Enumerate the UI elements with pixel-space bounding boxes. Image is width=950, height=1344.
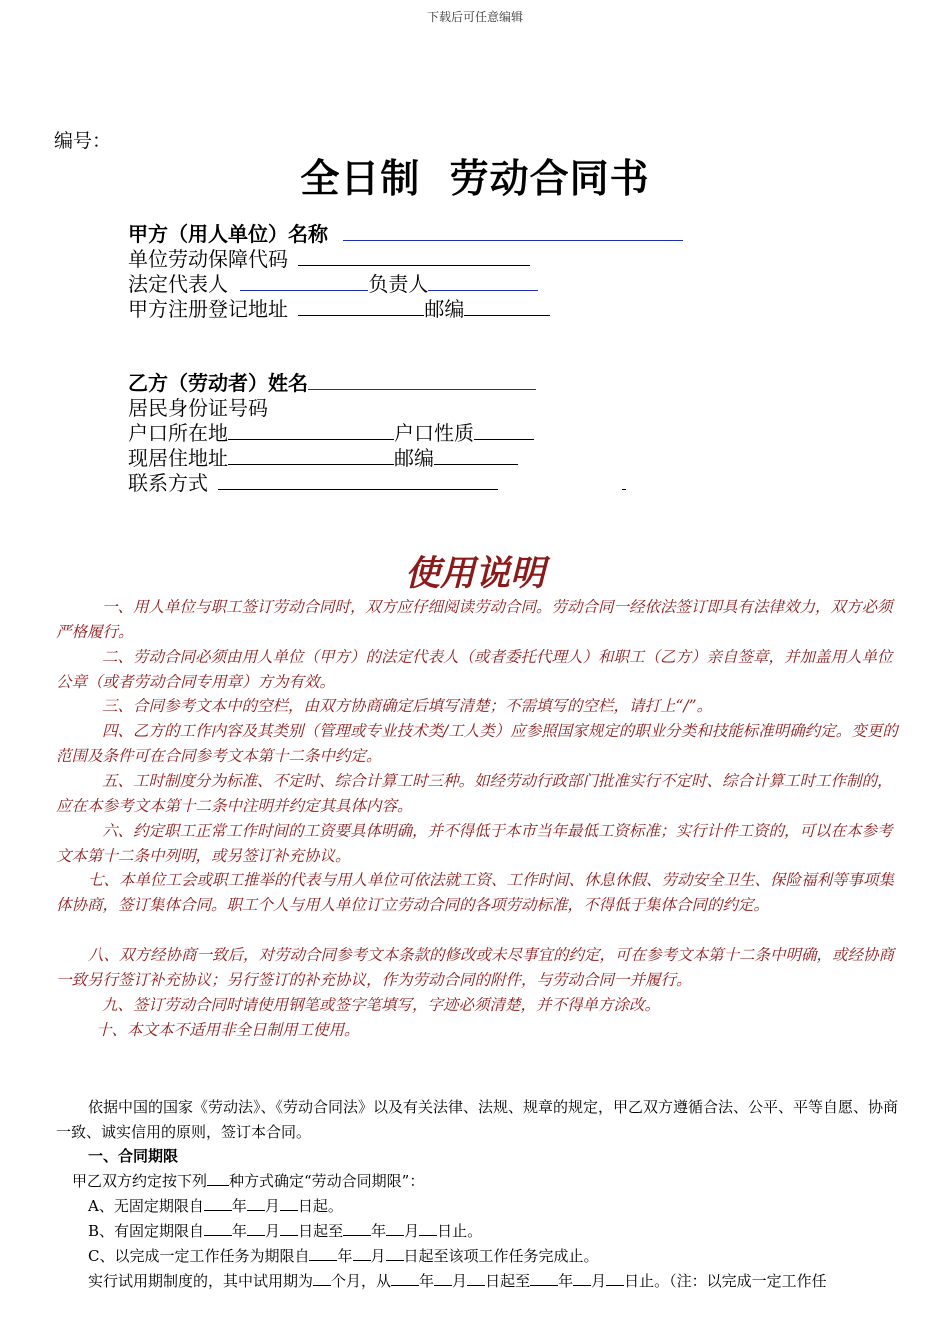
- blank-month[interactable]: [434, 1271, 452, 1286]
- month-text: 月: [452, 1272, 468, 1290]
- party-b-address-label: 现居住地址: [128, 446, 228, 470]
- month-text: 月: [370, 1247, 386, 1265]
- option-c-line: [88, 1244, 599, 1269]
- party-a-rep-label: 法定代表人: [128, 272, 228, 296]
- document-title: 全日制 劳动合同书: [300, 157, 650, 202]
- blank-day[interactable]: [606, 1271, 624, 1286]
- blank-day[interactable]: [419, 1221, 437, 1236]
- party-a-name-field[interactable]: [343, 222, 683, 241]
- party-a-address-label: 甲方注册登记地址: [128, 297, 288, 321]
- month-text: 月: [265, 1222, 281, 1240]
- party-a-address-field[interactable]: [298, 297, 424, 316]
- blank-months[interactable]: [313, 1271, 331, 1286]
- probation-line: [88, 1269, 827, 1294]
- stray-mark: [622, 489, 626, 490]
- party-a-code-field[interactable]: [298, 247, 530, 266]
- option-b-label: B、有固定期限自: [88, 1222, 205, 1240]
- probation-text-2: 个月，从: [331, 1272, 392, 1290]
- day-end-text: 日止。: [437, 1222, 483, 1240]
- instruction-item: 十、本文本不适用非全日制用工使用。: [96, 1021, 360, 1039]
- instruction-item: 五、工时制度分为标准、不定时、综合计算工时三种。如经劳动行政部门批准实行不定时、综合计算工时工作制的，应在本参考文本第十二条中注明并约定其具体内容。: [56, 772, 893, 815]
- year-text: 年: [337, 1247, 353, 1265]
- party-a-charge-field[interactable]: [428, 272, 538, 291]
- instruction-item: 三、合同参考文本中的空栏，由双方协商确定后填写清楚；不需填写的空栏，请打上“/”。: [102, 697, 713, 715]
- blank-year[interactable]: [391, 1271, 419, 1286]
- instructions-title: 使用说明: [404, 553, 545, 594]
- blank-month[interactable]: [247, 1221, 265, 1236]
- party-a-charge-label: 负责人: [368, 272, 429, 296]
- party-b-name-row: [128, 371, 536, 395]
- party-b-id-label: 居民身份证号码: [128, 396, 268, 420]
- party-a-code-row: [128, 247, 530, 271]
- option-a-label: A、无固定期限自: [88, 1197, 204, 1215]
- blank-year[interactable]: [343, 1221, 371, 1236]
- party-a-rep-row: [128, 272, 538, 296]
- option-c-end: 日起至该项工作任务完成止。: [403, 1247, 599, 1265]
- blank-month[interactable]: [386, 1221, 404, 1236]
- instruction-item: 六、约定职工正常工作时间的工资要具体明确，并不得低于本市当年最低工资标准；实行计件工资的，可以在本参考文本第十二条中列明，或另签订补充协议。: [56, 822, 893, 865]
- blank-year[interactable]: [204, 1221, 232, 1236]
- month-text: 月: [591, 1272, 607, 1290]
- party-b-hukou-label: 户口所在地: [128, 421, 228, 445]
- party-b-address-field[interactable]: [228, 446, 394, 465]
- party-a-name-row: [128, 222, 683, 246]
- party-b-address-row: [128, 446, 518, 470]
- blank-day[interactable]: [386, 1246, 404, 1261]
- party-b-postcode-label: 邮编: [394, 446, 434, 470]
- party-a-postcode-field[interactable]: [464, 297, 550, 316]
- party-b-name-field[interactable]: [308, 371, 536, 390]
- party-b-name-label: 乙方（劳动者）姓名: [128, 371, 308, 395]
- day-to-text: 日起至: [485, 1272, 531, 1290]
- instruction-item: 九、签订劳动合同时请使用钢笔或签字笔填写，字迹必须清楚，并不得单方涂改。: [102, 996, 661, 1014]
- party-a-name-label: 甲方（用人单位）名称: [128, 222, 328, 246]
- party-b-contact-field[interactable]: [218, 471, 498, 490]
- year-text: 年: [231, 1197, 247, 1215]
- option-b-line: [88, 1219, 482, 1244]
- party-b-hukou-type-field[interactable]: [474, 421, 534, 440]
- party-b-hukou-row: [128, 421, 534, 445]
- term-method-text: 甲乙双方约定按下列: [72, 1172, 208, 1190]
- blank-year[interactable]: [530, 1271, 558, 1286]
- option-c-label: C、以完成一定工作任务为期限自: [88, 1247, 310, 1265]
- blank-month[interactable]: [247, 1196, 265, 1211]
- term-method-blank[interactable]: [207, 1171, 229, 1186]
- blank-month[interactable]: [353, 1246, 371, 1261]
- year-text: 年: [419, 1272, 435, 1290]
- party-b-id-row: [128, 396, 268, 420]
- party-b-hukou-type-label: 户口性质: [394, 421, 474, 445]
- serial-number-label: 编号：: [54, 130, 112, 152]
- section-1-title: 一、合同期限: [88, 1147, 179, 1165]
- day-to-text: 日起至: [298, 1222, 344, 1240]
- instruction-item: 七、本单位工会或职工推举的代表与用人单位可依法就工资、工作时间、休息休假、劳动安全卫生、保险福利等事项集体协商，签订集体合同。职工个人与用人单位订立劳动合同的各项劳动标准，不得低于集体合同的约定。: [56, 871, 895, 914]
- year-text: 年: [558, 1272, 574, 1290]
- blank-year[interactable]: [309, 1246, 337, 1261]
- instruction-item: 八、双方经协商一致后，对劳动合同参考文本条款的修改或未尽事宜的约定，可在参考文本第十二条中明确，或经协商一致另行签订补充协议；另行签订的补充协议，作为劳动合同的附件，与劳动合同一并履行。: [56, 946, 895, 989]
- contract-intro: 依据中国的国家《劳动法》、《劳动合同法》以及有关法律、法规、规章的规定，甲乙双方遵循合法、公平、平等自愿、协商一致、诚实信用的原则，签订本合同。: [56, 1098, 899, 1141]
- month-text: 月: [264, 1197, 280, 1215]
- day-text: 日起。: [297, 1197, 343, 1215]
- blank-day[interactable]: [467, 1271, 485, 1286]
- party-b-contact-row: [128, 471, 498, 495]
- year-text: 年: [232, 1222, 248, 1240]
- header-note: 下载后可任意编辑: [426, 10, 523, 24]
- option-a-line: [88, 1194, 343, 1219]
- blank-year[interactable]: [204, 1196, 232, 1211]
- year-text: 年: [371, 1222, 387, 1240]
- blank-day[interactable]: [280, 1196, 298, 1211]
- blank-day[interactable]: [280, 1221, 298, 1236]
- party-a-rep-field[interactable]: [240, 272, 368, 291]
- term-method-text-end: 种方式确定“劳动合同期限”：: [229, 1172, 425, 1190]
- instruction-item: 二、劳动合同必须由用人单位（甲方）的法定代表人（或者委托代理人）和职工（乙方）亲自签章，并加盖用人单位公章（或者劳动合同专用章）方为有效。: [56, 648, 893, 691]
- probation-end: 日止。（注：以完成一定工作任: [624, 1272, 827, 1290]
- party-a-postcode-label: 邮编: [424, 297, 465, 321]
- party-a-code-label: 单位劳动保障代码: [128, 247, 288, 271]
- probation-text: 实行试用期制度的，其中试用期为: [88, 1272, 314, 1290]
- party-b-hukou-field[interactable]: [228, 421, 394, 440]
- instruction-item: 四、乙方的工作内容及其类别（管理或专业技术类/工人类）应参照国家规定的职业分类和技能标准明确约定。变更的范围及条件可在合同参考文本第十二条中约定。: [56, 722, 898, 765]
- party-a-address-row: [128, 297, 550, 321]
- party-b-contact-label: 联系方式: [128, 471, 208, 495]
- instruction-item: 一、用人单位与职工签订劳动合同时，双方应仔细阅读劳动合同。劳动合同一经依法签订即具有法律效力，双方必须严格履行。: [56, 598, 893, 641]
- party-b-postcode-field[interactable]: [434, 446, 518, 465]
- term-method-line: [72, 1169, 424, 1194]
- blank-month[interactable]: [573, 1271, 591, 1286]
- month-text: 月: [404, 1222, 420, 1240]
